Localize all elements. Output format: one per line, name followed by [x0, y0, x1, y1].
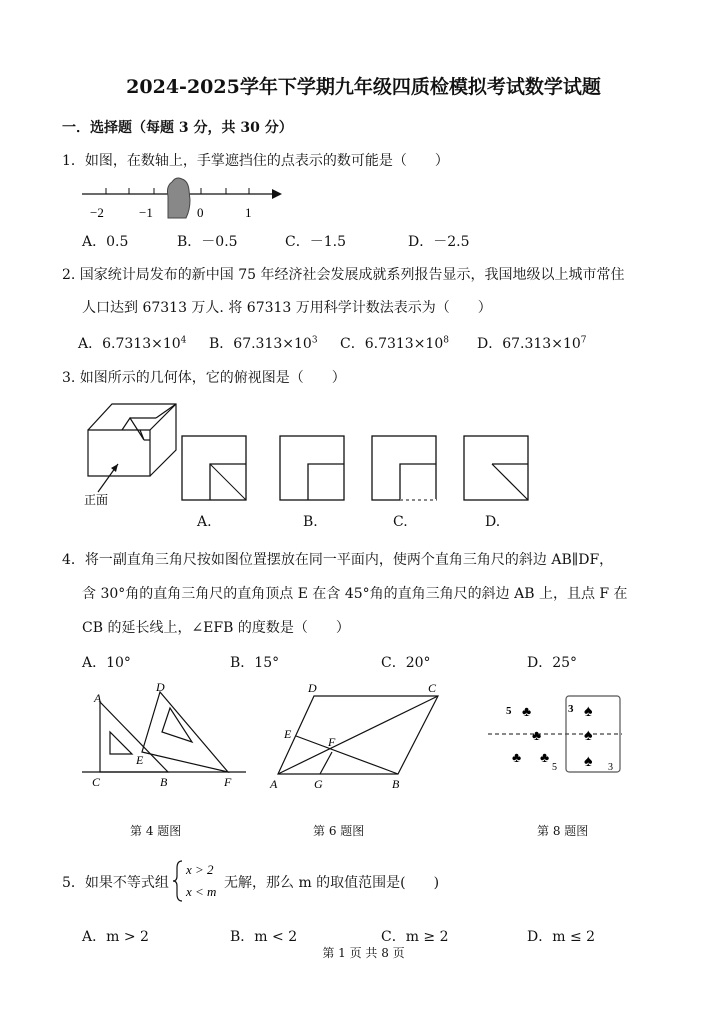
svg-text:D: D [308, 681, 317, 695]
section-heading: 一．选择题（每题 3 分，共 30 分） [62, 120, 293, 136]
option-d[interactable]: D．$67.313\times 10^7$ [477, 335, 587, 352]
question-2-stem-line2: 人口达到 67313 万人. 将 67313 万用科学计数法表示为（ ） [82, 300, 492, 316]
option-c[interactable]: C. [393, 514, 408, 530]
spade-icon: ♠ [584, 727, 593, 744]
hand-icon [168, 178, 191, 218]
figure-caption: 第 4 题图 [130, 824, 182, 838]
inequality-1: x > 2 [186, 862, 214, 877]
club-icon: ♣ [522, 705, 532, 720]
solid-figure [80, 392, 186, 510]
svg-text:A: A [94, 691, 102, 705]
option-a[interactable]: A．$6.7313\times 10^4$ [78, 335, 187, 352]
tick-label: 1 [245, 205, 252, 220]
option-c[interactable]: C．20° [381, 655, 431, 671]
card-rank: 3 [568, 703, 574, 715]
option-b[interactable]: B．－0.5 [177, 234, 238, 250]
card-rank: 5 [552, 762, 557, 773]
option-d[interactable]: D．25° [527, 655, 578, 671]
club-icon: ♣ [532, 729, 542, 744]
card-rank: 3 [608, 762, 613, 773]
figure-caption: 第 6 题图 [313, 824, 365, 838]
question-4-line1: 4．将一副直角三角尺按如图位置摆放在同一平面内，使两个直角三角尺的斜边 AB∥DF， [62, 552, 614, 568]
tick-label: 0 [197, 205, 204, 220]
option-d[interactable]: D. [485, 514, 501, 530]
svg-text:C: C [92, 775, 101, 789]
inequality-brace [172, 858, 222, 904]
option-b[interactable]: B．15° [230, 655, 280, 671]
svg-text:F: F [328, 735, 336, 749]
question-4-line2: 含 30°角的直角三角尺的直角顶点 E 在含 45°角的直角三角尺的斜边 AB 上，且点 F 在 [82, 586, 628, 602]
option-c-figure [370, 434, 442, 502]
question-3-stem: 3. 如图所示的几何体，它的俯视图是（ ） [62, 370, 346, 386]
svg-text:E: E [136, 753, 144, 767]
figure-caption: 第 8 题图 [537, 824, 589, 838]
inequality-2: x < m [186, 884, 217, 899]
question-5-stem-post: 无解，那么 m 的取值范围是( ) [224, 875, 440, 891]
front-label: 正面 [84, 493, 109, 507]
club-icon: ♣ [540, 751, 550, 766]
option-c[interactable]: C．－1.5 [285, 234, 346, 250]
question-5-stem-pre: 5．如果不等式组 [62, 875, 169, 891]
page-title: 2024-2025学年下学期九年级四质检模拟考试数学试题 [126, 76, 601, 98]
svg-text:G: G [314, 777, 323, 791]
option-c[interactable]: C．m ≥ 2 [381, 929, 449, 945]
card-rank: 5 [506, 705, 512, 717]
svg-text:B: B [392, 777, 400, 791]
svg-text:A: A [270, 777, 278, 791]
svg-text:C: C [428, 681, 437, 695]
svg-text:E: E [284, 727, 292, 741]
question-4-line3: CB 的延长线上，∠EFB 的度数是（ ） [82, 620, 350, 636]
option-c[interactable]: C．$6.7313\times 10^8$ [340, 335, 449, 352]
option-b-figure [278, 434, 350, 502]
option-b[interactable]: B. [303, 514, 318, 530]
figure-8 [486, 692, 626, 778]
option-b[interactable]: B．m < 2 [230, 929, 298, 945]
page-footer: 第 1 页 共 8 页 [322, 946, 405, 960]
option-a[interactable]: A. [197, 514, 212, 530]
figure-6 [268, 680, 448, 792]
figure-4 [80, 680, 250, 792]
option-a[interactable]: A．10° [82, 655, 131, 671]
tick-label: −1 [139, 205, 153, 220]
spade-icon: ♠ [584, 703, 593, 720]
option-d[interactable]: D．－2.5 [408, 234, 470, 250]
option-d-figure [462, 434, 534, 502]
tick-label: −2 [90, 205, 104, 220]
svg-text:B: B [160, 775, 168, 789]
option-a-figure [180, 434, 252, 502]
svg-text:F: F [224, 775, 232, 789]
spade-icon: ♠ [584, 753, 593, 770]
club-icon: ♣ [512, 751, 522, 766]
option-a[interactable]: A．0.5 [82, 234, 129, 250]
option-d[interactable]: D．m ≤ 2 [527, 929, 596, 945]
question-1-stem: 1．如图，在数轴上，手掌遮挡住的点表示的数可能是（ ） [62, 153, 449, 169]
number-line-figure [76, 170, 286, 222]
option-a[interactable]: A．m > 2 [82, 929, 149, 945]
svg-text:D: D [156, 680, 165, 694]
question-2-stem-line1: 2. 国家统计局发布的新中国 75 年经济社会发展成就系列报告显示，我国地级以上城市常住 [62, 267, 625, 283]
option-b[interactable]: B．$67.313\times 10^3$ [209, 335, 318, 352]
